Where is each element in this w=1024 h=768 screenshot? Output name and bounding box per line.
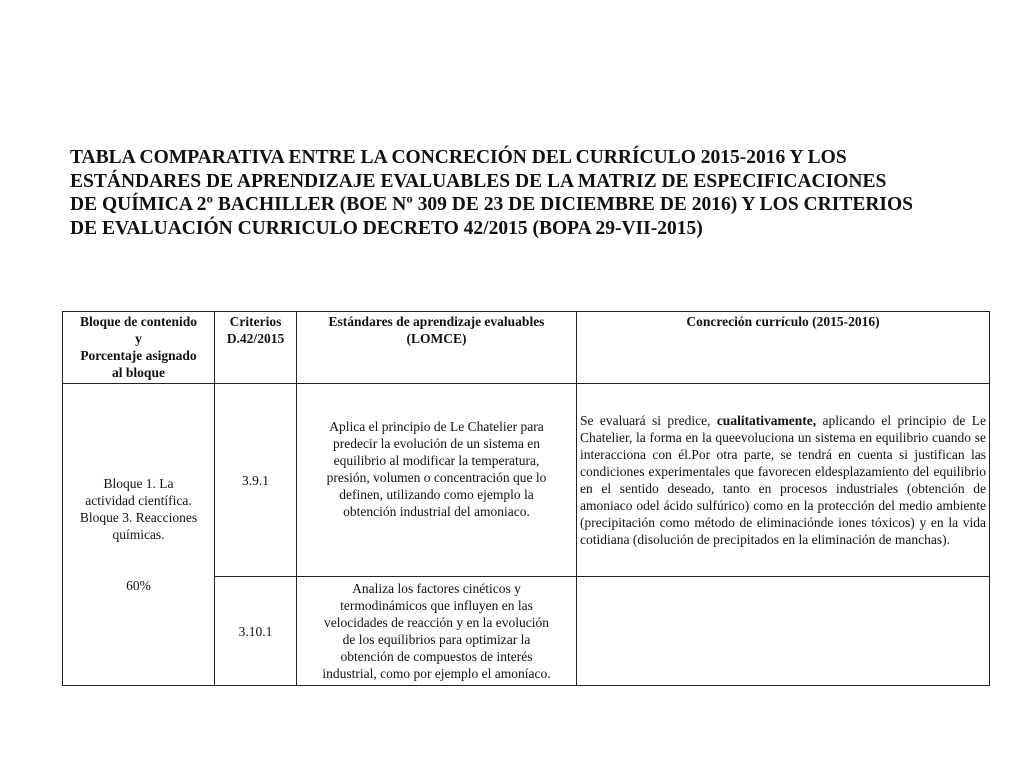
table-header-row — [63, 312, 990, 384]
estandar-cell: Aplica el principio de Le Chatelier para predecir la evolución de un sistema en equilibrio al modificar la temperatura, presión, volumen o concentración que lo definen, utilizando como ejemplo la obtención industrial del amoniaco. — [297, 384, 577, 577]
header-concrecion: Concreción currículo (2015-2016) — [577, 312, 990, 384]
concrecion-cell-empty — [577, 577, 990, 686]
document-title — [70, 146, 980, 240]
title-line: ESTÁNDARES DE APRENDIZAJE EVALUABLES DE LA MATRIZ DE ESPECIFICACIONES — [70, 170, 887, 192]
header-estandares: Estándares de aprendizaje evaluables (LOMCE) — [297, 312, 577, 384]
criterio-cell: 3.10.1 — [215, 577, 297, 686]
title-line: TABLA COMPARATIVA ENTRE LA CONCRECIÓN DEL CURRÍCULO 2015-2016 Y LOS — [70, 147, 847, 168]
table-row — [63, 384, 990, 577]
concrecion-cell: Se evaluará si predice, cualitativamente, aplicando el principio de Le Chatelier, la forma en la queevoluciona un sistema en equilibrio cuando se interacciona con él.Por otra parte, se tendrá en cuenta si justifican las condiciones experimentales que favorecen eldesplazamiento del equilibrio en el sentido deseado, tanto en procesos industriales (obtención de amoniaco odel ácido sulfúrico) como en la protección del medio ambiente (precipitación como método de eliminaciónde iones tóxicos) y en la vida cotidiana (disolución de precipitados en la eliminación de manchas). — [577, 384, 990, 577]
criterio-cell: 3.9.1 — [215, 384, 297, 577]
header-bloque: Bloque de contenido y Porcentaje asignado al bloque — [63, 312, 215, 384]
title-line: DE EVALUACIÓN CURRICULO DECRETO 42/2015 (BOPA 29-VII-2015) — [70, 217, 703, 239]
percentage-value: 60% — [126, 578, 151, 593]
title-line: DE QUÍMICA 2º BACHILLER (BOE Nº 309 DE 23 DE DICIEMBRE DE 2016) Y LOS CRITERIOS — [70, 194, 914, 215]
comparison-table — [62, 311, 990, 686]
estandar-cell: Analiza los factores cinéticos y termodinámicos que influyen en las velocidades de reacción y en la evolución de los equilibrios para optimizar la obtención de compuestos de interés industrial, como por ejemplo el amoníaco. — [297, 577, 577, 686]
bloque-cell: Bloque 1. La actividad científica. Bloque 3. Reacciones químicas. 60% — [63, 384, 215, 686]
header-criterios: Criterios D.42/2015 — [215, 312, 297, 384]
